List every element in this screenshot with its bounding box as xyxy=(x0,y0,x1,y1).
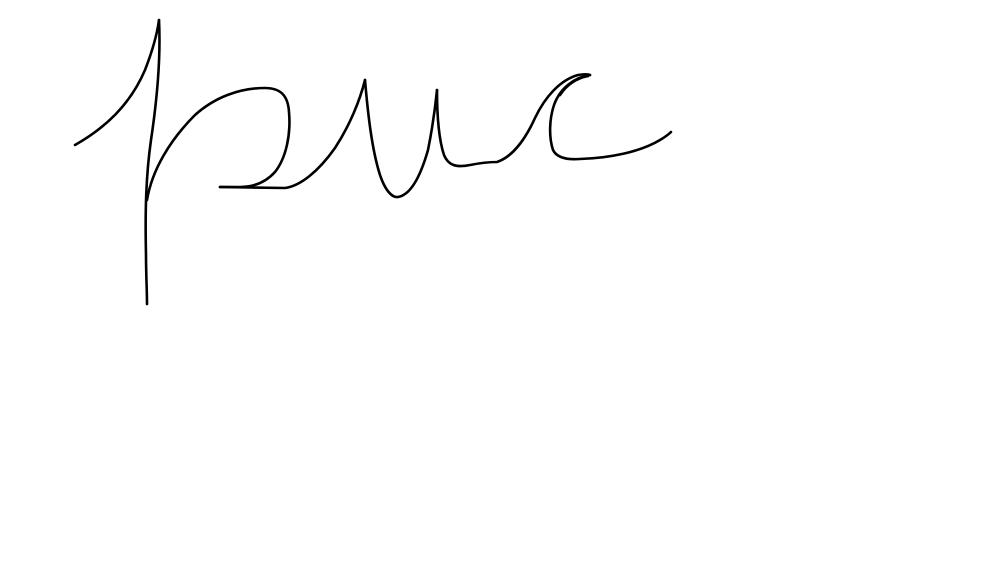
signature-stroke-c-return xyxy=(560,76,588,95)
signature-stroke-bowl xyxy=(147,88,289,200)
signature-stroke-hook xyxy=(75,20,159,145)
signature-stroke-valley-1 xyxy=(365,80,437,197)
signature-stroke-connector xyxy=(220,80,365,188)
signature-stroke-tail xyxy=(550,75,671,159)
